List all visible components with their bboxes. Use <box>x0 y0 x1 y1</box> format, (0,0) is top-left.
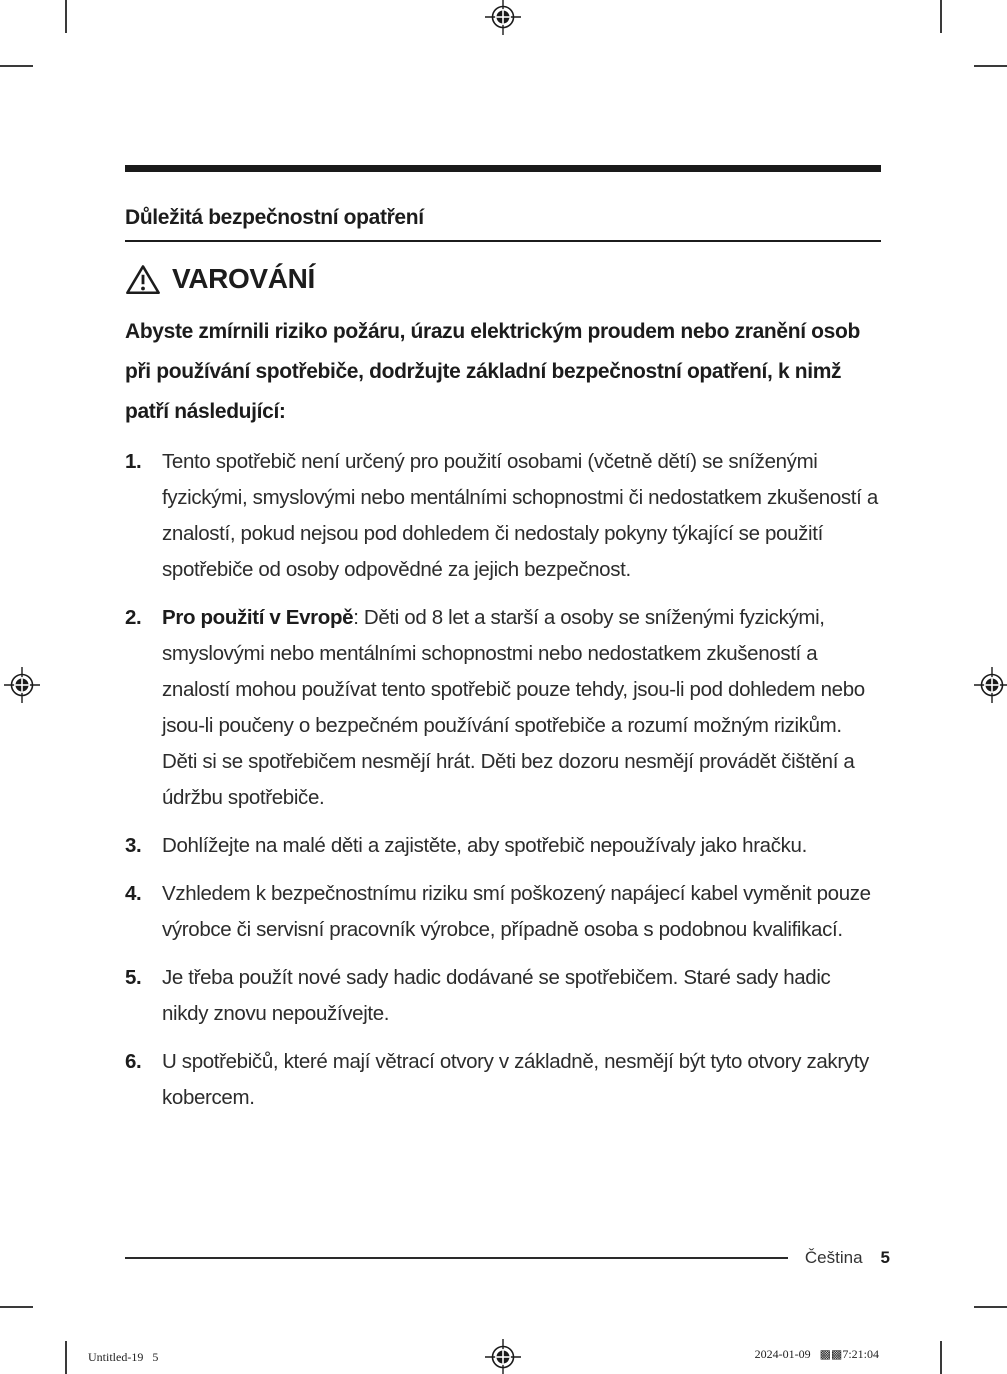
top-rule <box>125 165 881 172</box>
list-item <box>125 1044 881 1116</box>
list-item <box>125 444 881 588</box>
page-footer <box>125 1248 890 1268</box>
safety-list <box>125 444 881 1116</box>
item-number: 6. <box>125 1050 142 1073</box>
item-number: 5. <box>125 966 142 989</box>
footer-language-label: Čeština <box>804 1248 863 1267</box>
crop-mark-top-right-v <box>940 0 942 33</box>
crop-mark-bottom-right-h <box>974 1306 1007 1308</box>
print-filename-label: Untitled-19 5 <box>88 1350 159 1364</box>
registration-mark-bottom <box>485 1339 521 1374</box>
item-number: 4. <box>125 882 142 905</box>
item-number: 2. <box>125 606 142 629</box>
crop-mark-bottom-left-h <box>0 1306 33 1308</box>
item-text: Je třeba použít nové sady hadic dodávané se spotřebičem. Staré sady hadic nikdy znovu nepoužívejte. <box>162 966 831 1025</box>
registration-mark-top <box>485 0 521 35</box>
item-number: 1. <box>125 450 142 473</box>
list-item <box>125 600 881 816</box>
item-text: Dohlížejte na malé děti a zajistěte, aby spotřebič nepoužívaly jako hračku. <box>162 834 807 857</box>
crop-mark-top-left-h <box>0 65 33 67</box>
crop-mark-top-left-v <box>65 0 67 33</box>
page-content <box>125 165 881 1116</box>
intro-paragraph: Abyste zmírnili riziko požáru, úrazu elektrickým proudem nebo zranění osob při používání spotřebiče, dodržujte základní bezpečnostní opatření, k nimž patří následující: <box>125 320 860 423</box>
crop-mark-top-right-h <box>974 65 1007 67</box>
item-text: U spotřebičů, které mají větrací otvory v základně, nesmějí být tyto otvory zakryty kobercem. <box>162 1050 869 1109</box>
crop-mark-bottom-left-v <box>65 1341 67 1374</box>
warning-heading <box>125 259 881 299</box>
footer-rule <box>125 1257 788 1259</box>
list-item <box>125 876 881 948</box>
print-timestamp-label: 2024-01-09 ▩▩7:21:04 <box>754 1347 879 1361</box>
item-text: Vzhledem k bezpečnostnímu riziku smí poškozený napájecí kabel vyměnit pouze výrobce či servisní pracovník výrobce, případně osoba s podobnou kvalifikací. <box>162 882 871 941</box>
warning-label: VAROVÁNÍ <box>172 263 315 294</box>
footer-page-number: 5 <box>880 1248 890 1267</box>
item-number: 3. <box>125 834 142 857</box>
item-text: Tento spotřebič není určený pro použití osobami (včetně dětí) se sníženými fyzickými, smyslovými nebo mentálními schopnostmi či nedostatkem zkušeností a znalostí, pokud nejsou pod dohledem či nedostaly pokyny týkající se použití spotřebiče od osoby odpovědné za jejich bezpečnost. <box>162 450 878 581</box>
registration-mark-left <box>4 667 40 703</box>
item-text: Pro použití v Evropě: Děti od 8 let a starší a osoby se sníženými fyzickými, smyslovými nebo mentálními schopnostmi nebo nedostatkem zkušeností a znalostí mohou používat tento spotřebič pouze tehdy, jsou-li pod dohledem nebo jsou-li poučeny o bezpečném používání spotřebiče a rozumí možným rizikům. Děti si se spotřebičem nesmějí hrát. Děti bez dozoru nesmějí provádět čištění a údržbu spotřebiče. <box>162 606 865 809</box>
list-item <box>125 960 881 1032</box>
crop-mark-bottom-right-v <box>940 1341 942 1374</box>
list-item <box>125 828 881 864</box>
section-title: Důležitá bezpečnostní opatření <box>125 205 881 242</box>
registration-mark-right <box>974 667 1007 703</box>
warning-triangle-icon <box>125 263 161 296</box>
